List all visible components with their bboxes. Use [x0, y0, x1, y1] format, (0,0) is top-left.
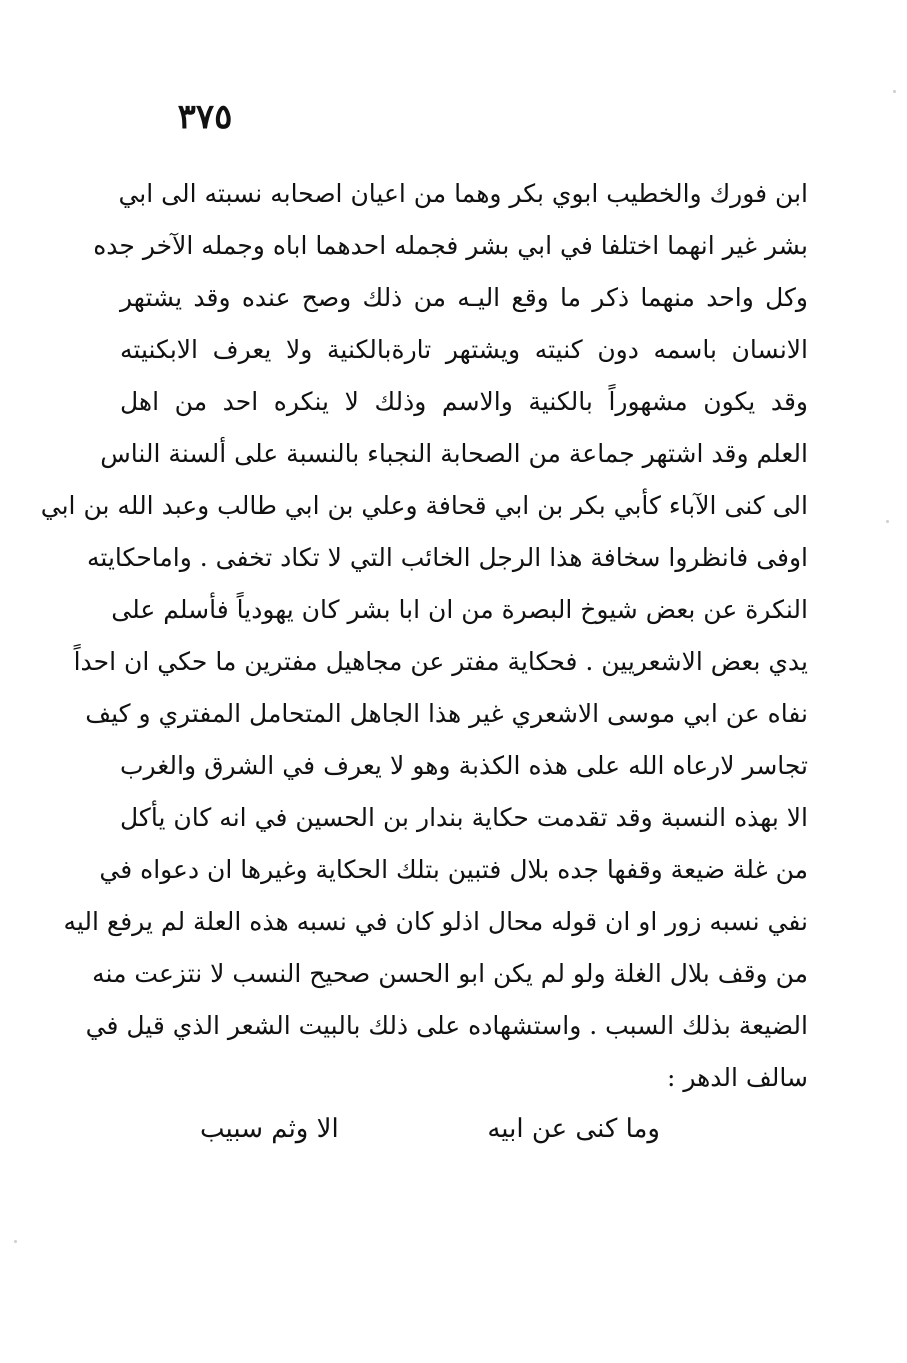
- text-line: اوفى فانظروا سخافة هذا الرجل الخائب التي لا تكاد تخفى . واماحكايته: [87, 543, 808, 572]
- verse-first-hemistich: وما كنى عن ابيه: [487, 1114, 660, 1144]
- text-line: الضيعة بذلك السبب . واستشهاده على ذلك بالبيت الشعر الذي قيل في: [85, 1011, 808, 1040]
- text-line: الا بهذه النسبة وقد تقدمت حكاية بندار بن الحسين في انه كان يأكل: [120, 803, 808, 832]
- text-line: نفاه عن ابي موسى الاشعري غير هذا الجاهل المتحامل المفتري و كيف: [85, 699, 808, 728]
- text-line: ابن فورك والخطيب ابوي بكر وهما من اعيان اصحابه نسبته الى ابي: [118, 179, 808, 208]
- poetry-verse: [200, 1104, 660, 1154]
- text-line: وقد يكون مشهوراً بالكنية والاسم وذلك لا ينكره احد من اهل: [120, 387, 808, 416]
- scan-speck: [893, 90, 896, 93]
- scan-speck: [886, 520, 889, 523]
- text-line: من غلة ضيعة وقفها جده بلال فتبين بتلك الحكاية وغيرها ان دعواه في: [99, 855, 808, 884]
- text-line: سالف الدهر :: [666, 1063, 808, 1092]
- text-line: الى كنى الآباء كأبي بكر بن ابي قحافة وعلي بن ابي طالب وعبد الله بن ابي: [40, 491, 808, 520]
- text-line: النكرة عن بعض شيوخ البصرة من ان ابا بشر كان يهودياً فأسلم على: [111, 595, 808, 624]
- verse-second-hemistich: الا وثم سبيب: [200, 1114, 339, 1144]
- text-line: يدي بعض الاشعريين . فحكاية مفتر عن مجاهيل مفترين ما حكي ان احداً: [73, 647, 808, 676]
- body-text: [40, 168, 808, 1104]
- text-line: تجاسر لارعاه الله على هذه الكذبة وهو لا يعرف في الشرق والغرب: [120, 751, 808, 780]
- text-line: نفي نسبه زور او ان قوله محال اذلو كان في نسبه هذه العلة لم يرفع اليه: [63, 907, 808, 936]
- page-number: ٣٧٥: [177, 97, 233, 137]
- scan-speck: [14, 1240, 17, 1243]
- text-line: من وقف بلال الغلة ولو لم يكن ابو الحسن صحيح النسب لا نتزعت منه: [92, 959, 808, 988]
- text-line: بشر غير انهما اختلفا في ابي بشر فجمله احدهما اباه وجمله الآخر جده: [93, 231, 808, 260]
- text-line: العلم وقد اشتهر جماعة من الصحابة النجباء بالنسبة على ألسنة الناس: [100, 439, 808, 468]
- text-line: وكل واحد منهما ذكر ما وقع اليـه من ذلك وصح عنده وقد يشتهر: [120, 283, 808, 312]
- text-line: الانسان باسمه دون كنيته ويشتهر تارةبالكنية ولا يعرف الابكنيته: [120, 335, 808, 364]
